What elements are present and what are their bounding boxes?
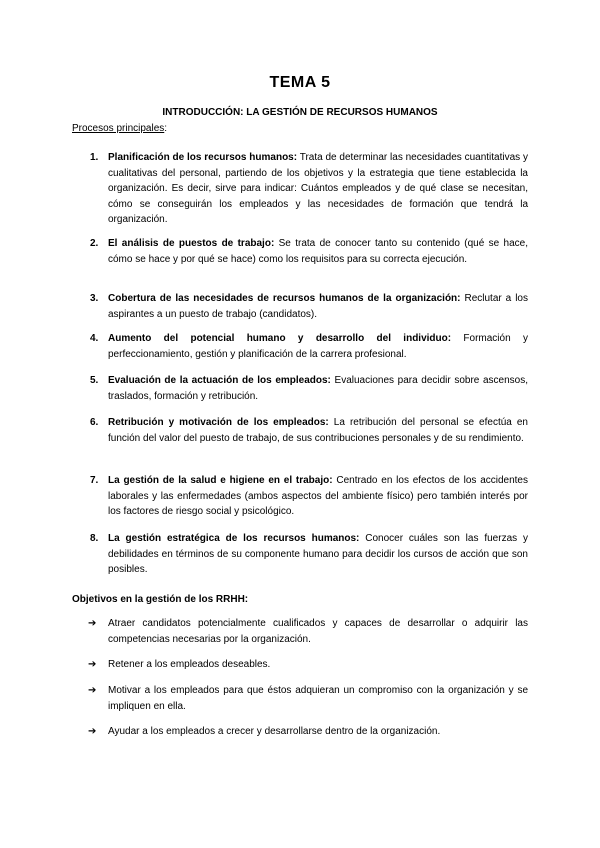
list-item-number: 7.	[90, 475, 99, 486]
list-item	[72, 473, 528, 520]
list-item-text: Centrado en los efectos de los accidentes laborales y las enfermedades (ambos aspectos del ambiente físico) pero también interés por los factores de riesgo social y psicológico.	[108, 475, 528, 517]
list-item-number: 2.	[90, 238, 99, 249]
objectives-heading: Objetivos en la gestión de los RRHH:	[72, 594, 249, 605]
list-item-number: 1.	[90, 152, 99, 163]
list-item	[72, 616, 528, 647]
list-item-number: 8.	[90, 533, 99, 544]
list-item	[72, 724, 528, 740]
arrow-right-icon: ➔	[88, 618, 97, 629]
list-item	[72, 291, 528, 322]
list-item-text: Evaluaciones para decidir sobre ascensos, traslados, formación y retribución.	[108, 375, 528, 402]
list-item-term: La gestión de la salud e higiene en el trabajo:	[108, 475, 333, 486]
list-item	[72, 150, 528, 228]
list-item-text: Conocer cuáles son las fuerzas y debilidades en términos de su componente humano para decidir los cursos de acción que son posibles.	[108, 533, 528, 575]
list-item	[72, 331, 528, 362]
list-item-term: Cobertura de las necesidades de recursos humanos de la organización:	[108, 293, 461, 304]
list-item-number: 3.	[90, 293, 99, 304]
list-item-text: Retener a los empleados deseables.	[108, 659, 271, 670]
list-item-text: Se trata de conocer tanto su contenido (qué se hace, cómo se hace y por qué se hace) como los requisitos para su correcta ejecución.	[108, 238, 528, 265]
list-item	[72, 683, 528, 714]
list-item-term: El análisis de puestos de trabajo:	[108, 238, 275, 249]
list-item-number: 6.	[90, 417, 99, 428]
list-item-term: Aumento del potencial humano y desarrollo del individuo:	[108, 333, 452, 344]
document-page	[72, 0, 528, 848]
arrow-right-icon: ➔	[88, 726, 97, 737]
list-item-text: La retribución del personal se efectúa en función del valor del puesto de trabajo, de sus contribuciones personales y de su rendimiento.	[108, 417, 528, 444]
page-subtitle: INTRODUCCIÓN: LA GESTIÓN DE RECURSOS HUMANOS	[162, 107, 438, 118]
list-item-text: Trata de determinar las necesidades cuantitativas y cualitativas del personal, partiendo de los objetivos y la estrategia que tiene establecida la organización. Es decir, sirve para indicar: Cuántos empleados y de qué clase se necesitan, cómo se conseguirán los empleados y las necesidades de formación que tendrá la organización.	[108, 152, 528, 225]
list-item	[72, 373, 528, 404]
list-item-number: 5.	[90, 375, 99, 386]
list-item-term: La gestión estratégica de los recursos humanos:	[108, 533, 360, 544]
list-item-text: Motivar a los empleados para que éstos adquieran un compromiso con la organización y se impliquen en ella.	[108, 685, 528, 712]
list-item	[72, 531, 528, 578]
list-item-text: Reclutar a los aspirantes a un puesto de trabajo (candidatos).	[108, 293, 528, 320]
page-title: TEMA 5	[269, 74, 331, 91]
section-label-suffix: :	[164, 123, 168, 134]
list-item-text: Ayudar a los empleados a crecer y desarrollarse dentro de la organización.	[108, 726, 441, 737]
list-item-text: Formación y perfeccionamiento, gestión y planificación de la carrera profesional.	[108, 333, 528, 360]
list-item-number: 4.	[90, 333, 99, 344]
list-item-term: Retribución y motivación de los empleados:	[108, 417, 329, 428]
list-item	[72, 415, 528, 446]
list-item-term: Evaluación de la actuación de los empleados:	[108, 375, 331, 386]
list-item	[72, 236, 528, 267]
list-item	[72, 657, 528, 673]
section-label-text: Procesos principales	[72, 123, 165, 134]
list-item-term: Planificación de los recursos humanos:	[108, 152, 298, 163]
arrow-right-icon: ➔	[88, 685, 97, 696]
arrow-right-icon: ➔	[88, 659, 97, 670]
section-label-procesos	[72, 123, 167, 134]
list-item-text: Atraer candidatos potencialmente cualificados y capaces de desarrollar o adquirir las competencias necesarias por la organización.	[108, 618, 528, 645]
